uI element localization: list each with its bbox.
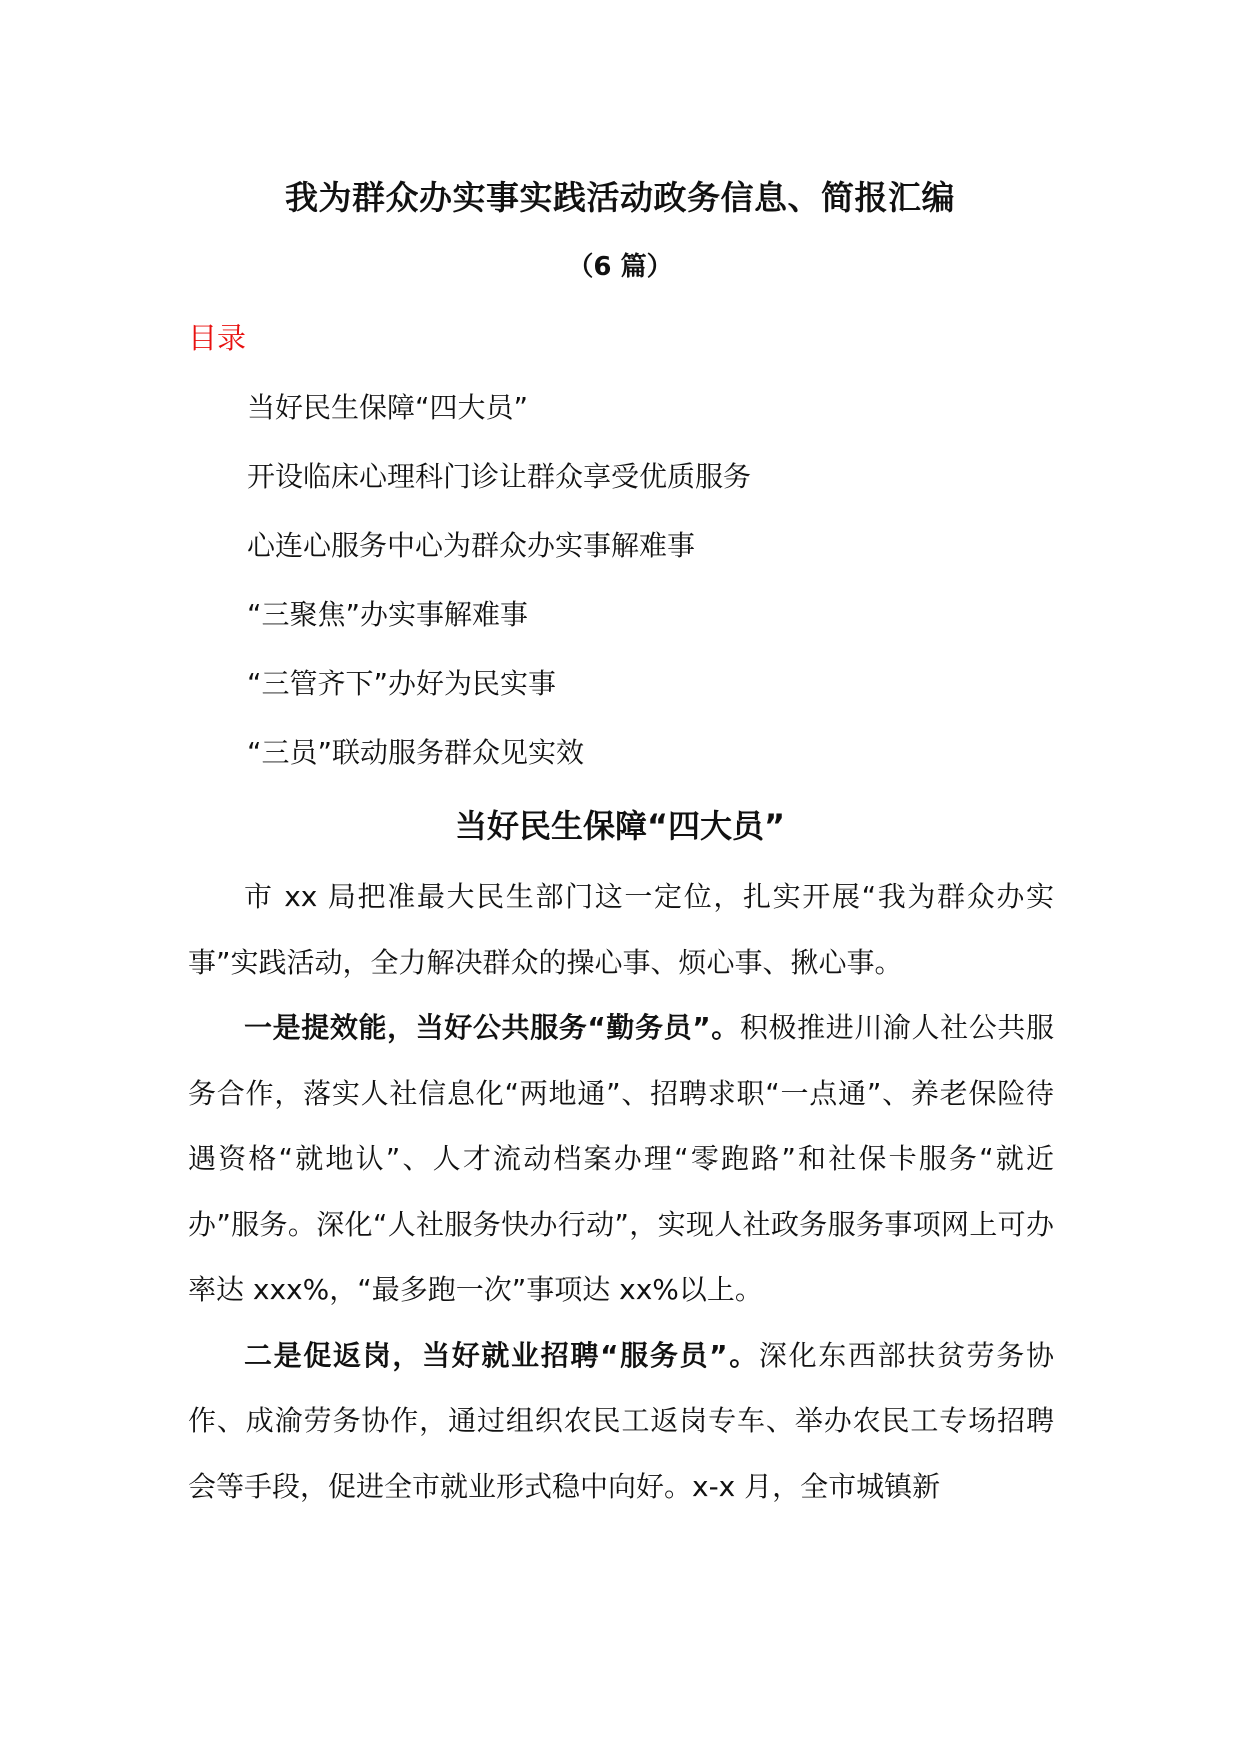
toc-item[interactable]: 心连心服务中心为群众办实事解难事 xyxy=(247,529,696,562)
toc-item[interactable]: “三聚焦”办实事解难事 xyxy=(247,598,529,631)
article-point-1-paragraph xyxy=(188,995,1054,1323)
article-title: 当好民生保障“四大员” xyxy=(454,807,786,845)
article-body xyxy=(188,864,1054,1519)
point-2-lead: 二是促返岗，当好就业招聘“服务员”。 xyxy=(244,1338,759,1372)
point-2-text: 深化东西部扶贫劳务协作、成渝劳务协作，通过组织农民工返岗专车、举办农民工专场招聘会等手段，促进全市就业形式稳中向好。x-x 月，全市城镇新 xyxy=(188,1338,1054,1503)
point-1-lead: 一是提效能，当好公共服务“勤务员”。 xyxy=(244,1011,740,1044)
toc-item[interactable]: 开设临床心理科门诊让群众享受优质服务 xyxy=(247,460,752,493)
document-title: 我为群众办实事实践活动政务信息、简报汇编 xyxy=(285,178,955,217)
document-subtitle: （6 篇） xyxy=(567,252,673,282)
toc-heading: 目录 xyxy=(188,321,247,355)
toc-item[interactable]: “三员”联动服务群众见实效 xyxy=(247,736,585,769)
toc-item[interactable]: 当好民生保障“四大员” xyxy=(247,391,529,424)
point-1-text: 积极推进川渝人社公共服务合作，落实人社信息化“两地通”、招聘求职“一点通”、养老保险待遇资格“就地认”、人才流动档案办理“零跑路”和社保卡服务“就近办”服务。深化“人社服务快办行动”，实现人社政务服务事项网上可办率达 xxx%，“最多跑一次”事项达 xx%以上。 xyxy=(188,1011,1054,1306)
article-intro-paragraph: 市 xx 局把准最大民生部门这一定位，扎实开展“我为群众办实事”实践活动，全力解决群众的操心事、烦心事、揪心事。 xyxy=(188,880,1054,979)
toc-list xyxy=(247,388,751,802)
toc-item[interactable]: “三管齐下”办好为民实事 xyxy=(247,667,557,700)
article-point-2-paragraph xyxy=(188,1323,1054,1520)
